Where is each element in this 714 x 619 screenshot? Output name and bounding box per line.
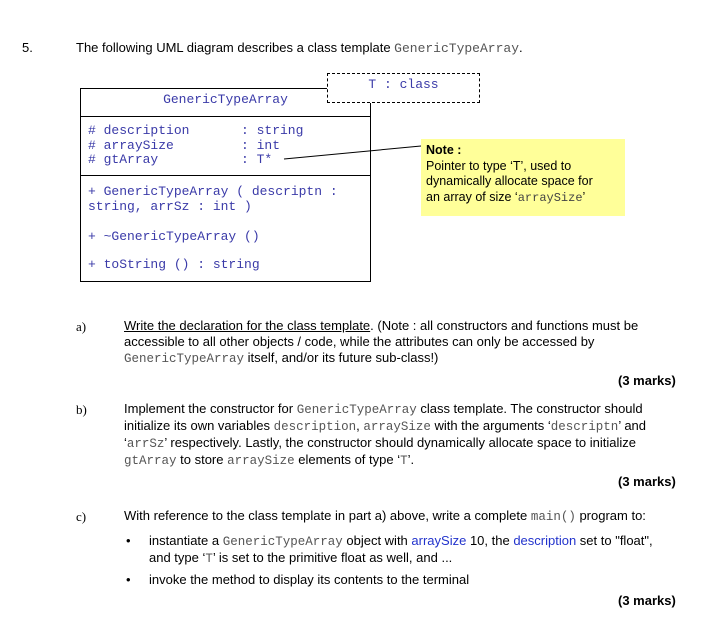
part-b-label: b) [76, 402, 87, 417]
note-line: dynamically allocate space for [426, 174, 593, 188]
note-line: Pointer to type ‘T’, used to [426, 158, 572, 173]
question-number: 5. [22, 40, 33, 55]
uml-attribute: # gtArray [88, 152, 159, 167]
uml-attribute-type: : int [241, 137, 281, 153]
part-b-text: Implement the constructor for GenericTypeArray class template. The constructor should initialize its own variables description, arraySize with the arguments ‘descriptn’ and ‘arrSz’ respectively. Lastly, the constructor should dynamically allocate space to initialize gtArray to store arraySize elements of type ‘T’. [124, 401, 647, 468]
uml-method-continued: string, arrSz : int ) [88, 199, 252, 214]
part-a-label: a) [76, 319, 87, 334]
uml-attribute: # description [88, 123, 190, 138]
part-a-text: Write the declaration for the class template. (Note : all constructors and functions must be accessible to all other objects / code, while the attributes can only be accessed by GenericTypeArray itself, and/or its future sub-class!) [124, 318, 639, 366]
part-c-bullet-1: instantiate a GenericTypeArray object with arraySize 10, the description set to "float", and type ‘T’ is set to the primitive float as well, and ... [149, 533, 653, 566]
part-b-marks: (3 marks) [618, 474, 676, 489]
part-a-marks: (3 marks) [618, 373, 676, 388]
note-title: Note : [426, 143, 462, 157]
uml-attribute: # arraySize [88, 137, 174, 153]
uml-method: + ~GenericTypeArray () [88, 229, 260, 244]
uml-class-name: GenericTypeArray [80, 88, 371, 117]
uml-attribute-type: : T* [241, 152, 273, 167]
note-line: an array of size ‘arraySize’ [426, 189, 586, 205]
part-c-bullet-2: invoke the method to display its contents to the terminal [149, 572, 470, 587]
uml-template-parameter: T : class [327, 73, 480, 103]
bullet-icon: • [126, 572, 131, 587]
uml-attribute-type: : string [241, 123, 304, 138]
part-c-marks: (3 marks) [618, 593, 676, 608]
bullet-icon: • [126, 533, 131, 548]
part-c-intro: With reference to the class template in part a) above, write a complete main() program to: [124, 508, 646, 524]
uml-method: + toString () : string [88, 257, 260, 272]
uml-method: + GenericTypeArray ( descriptn : [88, 184, 338, 199]
question-intro: The following UML diagram describes a class template GenericTypeArray. [76, 40, 523, 56]
part-c-label: c) [76, 509, 87, 524]
uml-note [421, 139, 625, 216]
intro-class-name: GenericTypeArray [394, 41, 519, 56]
